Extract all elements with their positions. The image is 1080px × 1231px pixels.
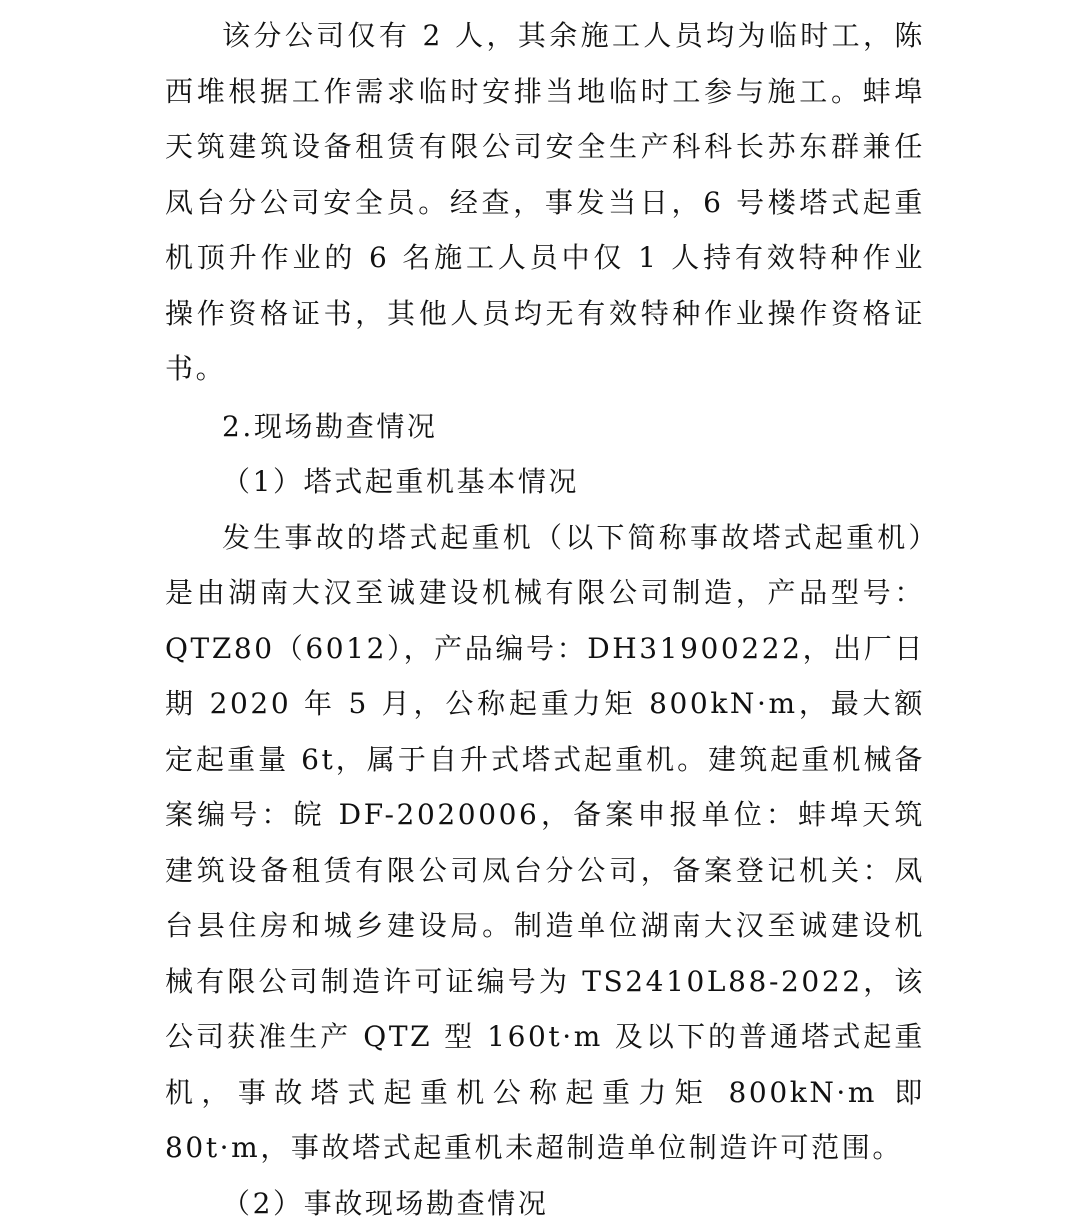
paragraph-personnel: 该分公司仅有 2 人，其余施工人员均为临时工，陈西堆根据工作需求临时安排当地临时工参与施工。蚌埠天筑建筑设备租赁有限公司安全生产科科长苏东群兼任凤台分公司安全员。经查，事发当日，6 号楼塔式起重机顶升作业的 6 名施工人员中仅 1 人持有效特种作业操作资格证书，其他人员均无有效特种作业操作资格证书。 bbox=[165, 8, 925, 397]
section-heading: 2.现场勘查情况 bbox=[165, 399, 925, 455]
subsection-heading-crane-basics: （1）塔式起重机基本情况 bbox=[165, 454, 925, 510]
paragraph-crane-details: 发生事故的塔式起重机（以下简称事故塔式起重机）是由湖南大汉至诚建设机械有限公司制造，产品型号：QTZ80（6012），产品编号：DH31900222，出厂日期 2020 年 5 月，公称起重力矩 800kN·m，最大额定起重量 6t，属于自升式塔式起重机。建筑起重机械备案编号：皖 DF-2020006，备案申报单位：蚌埠天筑建筑设备租赁有限公司凤台分公司，备案登记机关：凤台县住房和城乡建设局。制造单位湖南大汉至诚建设机械有限公司制造许可证编号为 TS2410L88-2022，该公司获准生产 QTZ 型 160t·m 及以下的普通塔式起重机，事故塔式起重机公称起重力矩 800kN·m 即 80t·m，事故塔式起重机未超制造单位制造许可范围。 bbox=[165, 510, 925, 1176]
subsection-heading-site-survey: （2）事故现场勘查情况 bbox=[165, 1176, 925, 1231]
document-page bbox=[165, 8, 925, 1231]
